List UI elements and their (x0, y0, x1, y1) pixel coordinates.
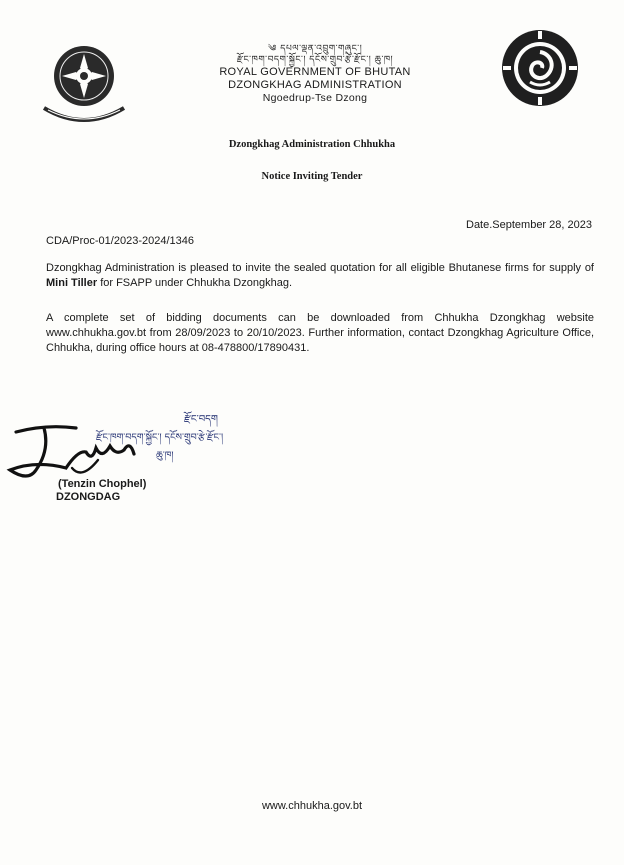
stamp-line-3: ཆུ་ཁ། (156, 450, 174, 461)
body-paragraph-1 (46, 261, 594, 291)
org-location: Ngoedrup-Tse Dzong (262, 92, 368, 104)
p1-text-a: Dzongkhag Administration is pleased to invite the sealed quotation for all eligible Bhutanese firms for supply of (46, 262, 594, 274)
org-name-line-2: DZONGKHAG ADMINISTRATION (228, 79, 402, 91)
p1-text-b: for FSAPP under Chhukha Dzongkhag. (97, 277, 292, 289)
letterhead (200, 44, 430, 105)
signatory-title: DZONGDAG (56, 491, 121, 503)
dzongkhag-emblem-icon (500, 28, 580, 108)
royal-emblem-icon (38, 42, 130, 132)
reference-number: CDA/Proc-01/2023-2024/1346 (46, 235, 194, 247)
dzongkha-header-line-1: ༄ དཔལ་ལྡན་འབྲུག་གཞུང་། (267, 44, 363, 54)
stamp-line-1: རྫོང་བདག (184, 414, 218, 425)
item-name: Mini Tiller (46, 277, 98, 289)
signatory-name: (Tenzin Chophel) (58, 478, 147, 490)
notice-date: Date.September 28, 2023 (466, 219, 592, 231)
p2-text: A complete set of bidding documents can be downloaded from Chhukha Dzongkhag website www.chhukha.gov.bt from 28/09/2023 to 20/10/2023. Further information, contact Dzongkhag Agriculture Office, Chhukha, during office hours at 08-478800/17890431. (46, 312, 594, 354)
dzongkha-header-line-2: རྫོང་ཁག་བདག་སྐྱོང་། དངོས་གྲུབ་རྩེ་རྫོང་། ཆུ་ཁ། (236, 55, 394, 65)
org-name-line-1: ROYAL GOVERNMENT OF BHUTAN (219, 66, 411, 78)
notice-subtitle: Notice Inviting Tender (261, 171, 363, 182)
notice-title: Dzongkhag Administration Chhukha (228, 139, 396, 150)
stamp-line-2: རྫོང་ཁག་བདག་སྐྱོང་། དངོས་གྲུབ་རྩེ་རྫོང་། (96, 432, 224, 443)
body-paragraph-2 (46, 311, 594, 356)
footer-website: www.chhukha.gov.bt (261, 800, 363, 812)
